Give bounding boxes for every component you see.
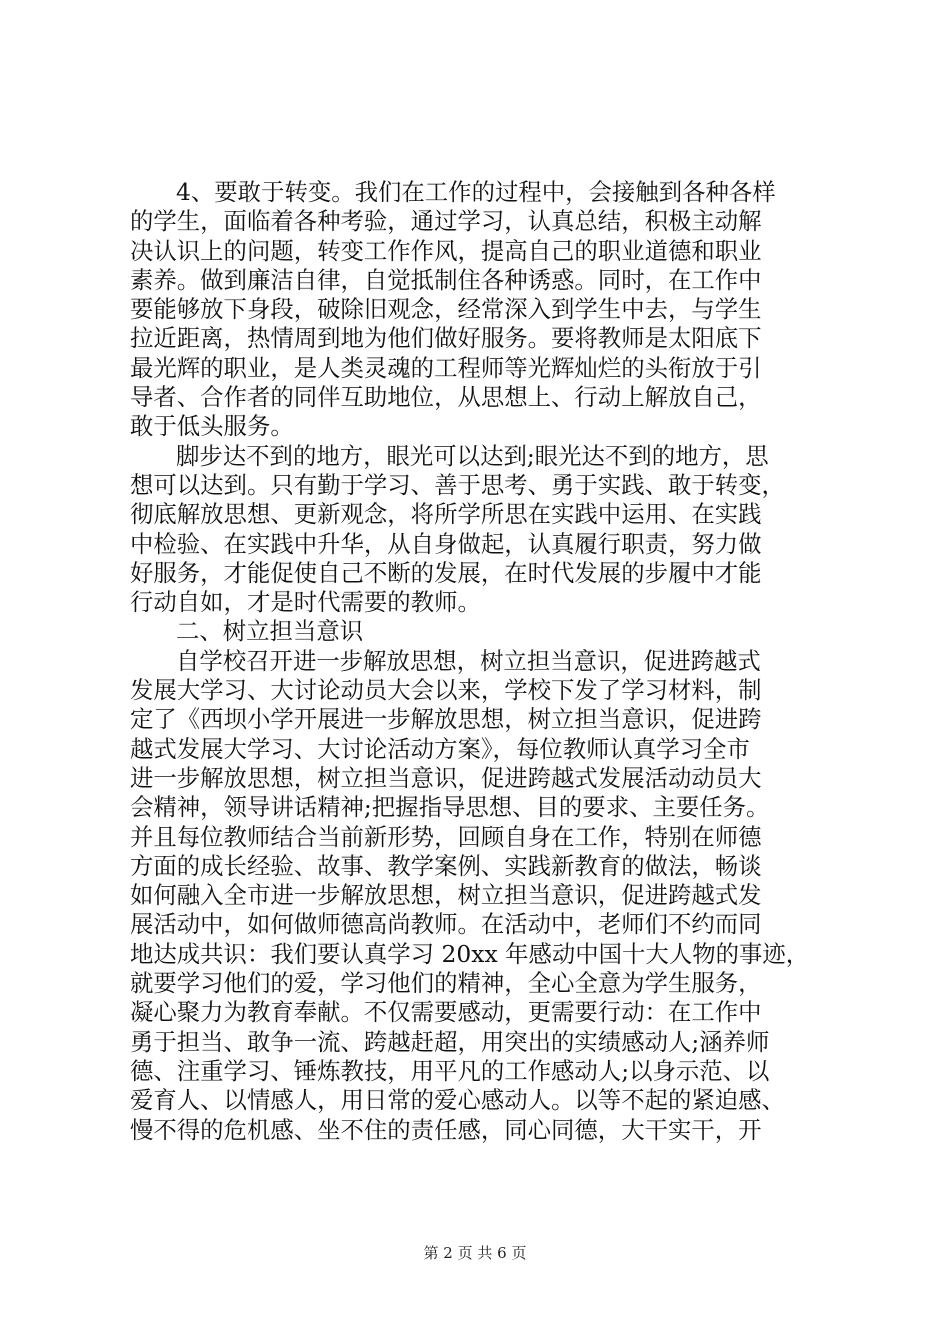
paragraph-line: 好服务，才能促使自己不断的发展，在时代发展的步履中才能 — [130, 558, 762, 587]
paragraph-line: 会精神，领导讲话精神;把握指导思想、目的要求、主要任务。 — [130, 793, 770, 822]
paragraph-line: 自学校召开进一步解放思想，树立担当意识，促进跨越式 — [176, 646, 761, 675]
paragraph-line: 爱育人、以情感人，用日常的爱心感动人。以等不起的紧迫感、 — [130, 1086, 785, 1115]
paragraph-line: 的学生，面临着各种考验，通过学习，认真总结，积极主动解 — [130, 207, 762, 236]
paragraph-line: 展活动中，如何做师德高尚教师。在活动中，老师们不约而同 — [130, 910, 762, 939]
paragraph-line: 4、要敢于转变。我们在工作的过程中，会接触到各种各样 — [176, 178, 776, 206]
paragraph-line: 脚步达不到的地方，眼光可以达到;眼光达不到的地方，思 — [176, 441, 769, 470]
paragraph-line: 决认识上的问题，转变工作作风，提高自己的职业道德和职业 — [130, 236, 762, 265]
paragraph-line: 想可以达到。只有勤于学习、善于思考、勇于实践、敢于转变， — [130, 470, 785, 499]
paragraph-line: 发展大学习、大讨论动员大会以来，学校下发了学习材料，制 — [130, 676, 762, 705]
paragraph-line: 就要学习他们的爱，学习他们的精神，全心全意为学生服务， — [130, 969, 762, 998]
paragraph-line: 要能够放下身段，破除旧观念，经常深入到学生中去，与学生 — [130, 295, 762, 324]
paragraph-line: 地达成共识：我们要认真学习 20xx 年感动中国十大人物的事迹， — [130, 939, 810, 968]
paragraph-line: 凝心聚力为教育奉献。不仅需要感动，更需要行动：在工作中 — [130, 998, 762, 1027]
paragraph-line: 慢不得的危机感、坐不住的责任感，同心同德，大干实干，开 — [130, 1115, 762, 1144]
paragraph-line: 最光辉的职业，是人类灵魂的工程师等光辉灿烂的头衔放于引 — [130, 353, 762, 382]
paragraph-line: 中检验、在实践中升华，从自身做起，认真履行职责，努力做 — [130, 529, 762, 558]
paragraph-line: 进一步解放思想，树立担当意识，促进跨越式发展活动动员大 — [130, 763, 762, 792]
section-heading: 二、树立担当意识 — [176, 617, 364, 646]
paragraph-line: 越式发展大学习、大讨论活动方案》，每位教师认真学习全市 — [130, 734, 750, 763]
paragraph-line: 拉近距离，热情周到地为他们做好服务。要将教师是太阳底下 — [130, 324, 762, 353]
paragraph-line: 方面的成长经验、故事、教学案例、实践新教育的做法，畅谈 — [130, 851, 762, 880]
paragraph-line: 行动自如，才是时代需要的教师。 — [130, 588, 481, 617]
paragraph-line: 素养。做到廉洁自律，自觉抵制住各种诱惑。同时，在工作中 — [130, 265, 762, 294]
page-number-footer: 第 2 页 共 6 页 — [423, 1244, 527, 1262]
paragraph-line: 德、注重学习、锤炼教技，用平凡的工作感动人;以身示范、以 — [130, 1056, 770, 1085]
paragraph-line: 彻底解放思想、更新观念，将所学所思在实践中运用、在实践 — [130, 500, 762, 529]
paragraph-line: 敢于低头服务。 — [130, 412, 294, 441]
paragraph-line: 定了《西坝小学开展进一步解放思想，树立担当意识，促进跨 — [130, 705, 762, 734]
paragraph-line: 导者、合作者的同伴互助地位，从思想上、行动上解放自己， — [130, 383, 762, 412]
paragraph-line: 勇于担当、敢争一流、跨越赶超，用突出的实绩感动人;涵养师 — [130, 1027, 770, 1056]
document-body — [130, 178, 830, 1145]
paragraph-line: 如何融入全市进一步解放思想，树立担当意识，促进跨越式发 — [130, 881, 762, 910]
paragraph-line: 并且每位教师结合当前新形势，回顾自身在工作，特别在师德 — [130, 822, 762, 851]
